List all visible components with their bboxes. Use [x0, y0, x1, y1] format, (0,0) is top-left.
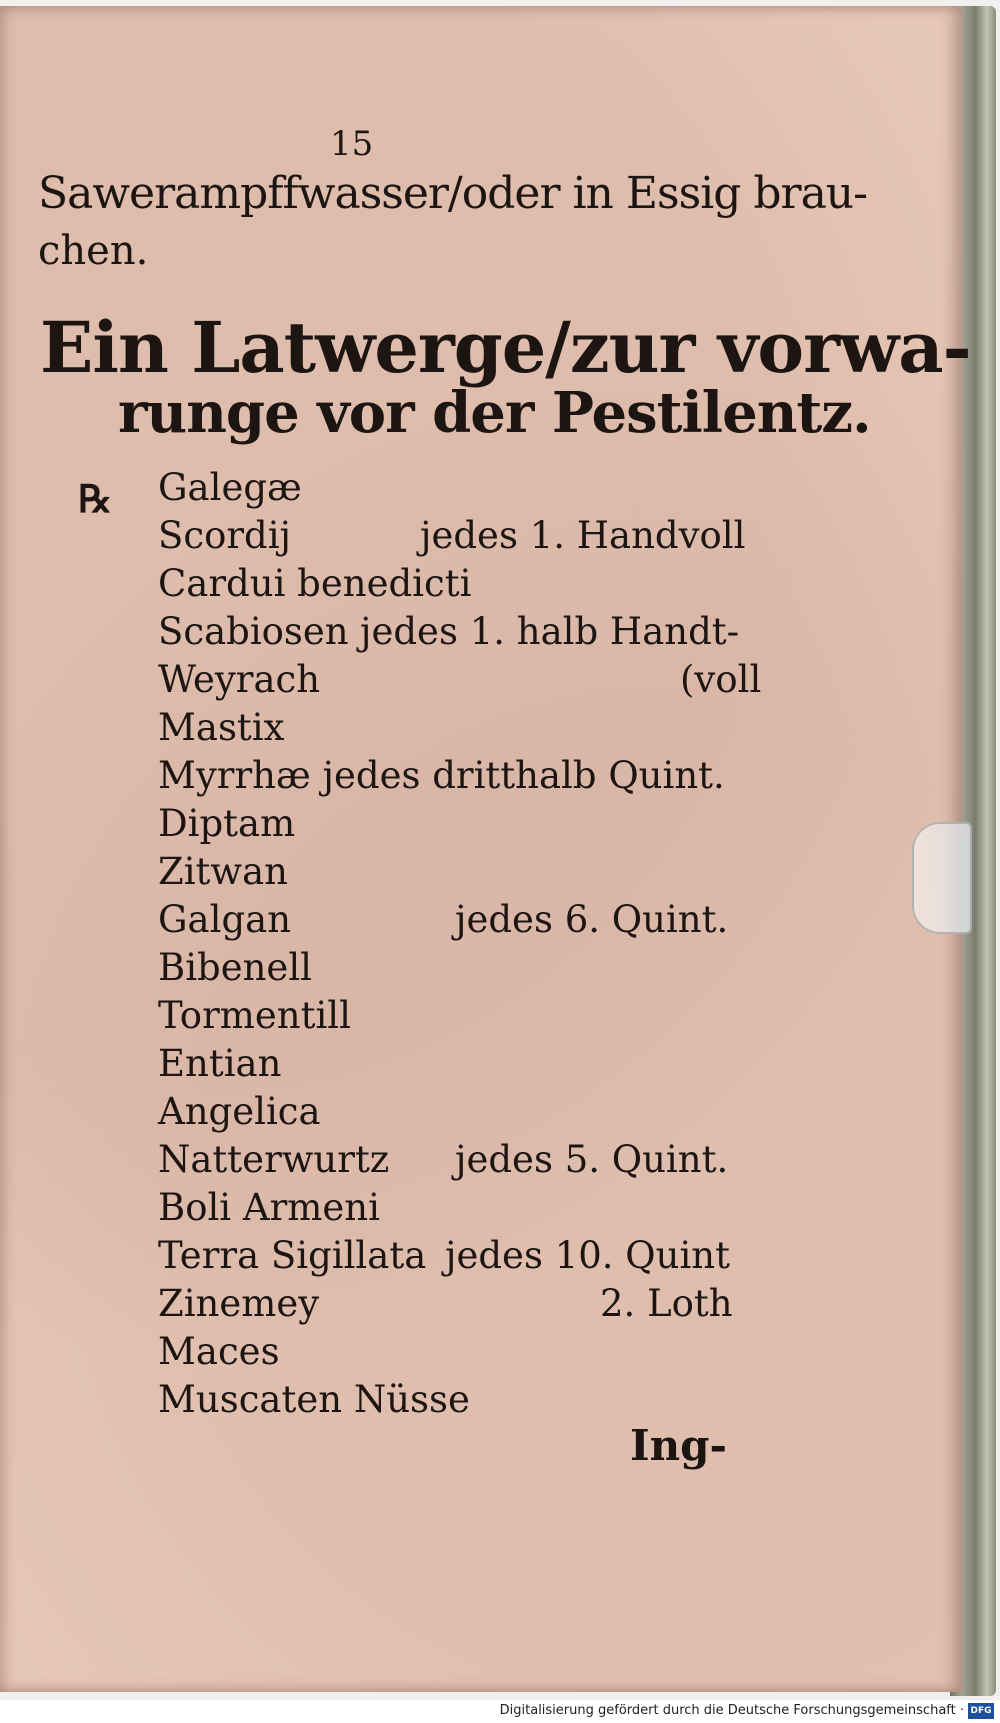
ingredient-item: Myrrhæ jedes dritthalb Quint. — [158, 754, 725, 797]
ingredient-item: Natterwurtz — [158, 1138, 390, 1181]
quantity-note: jedes 6. Quint. — [455, 898, 729, 941]
ingredient-item: Terra Sigillata — [158, 1234, 427, 1277]
ingredient-item: Weyrach — [158, 658, 321, 701]
ingredient-item: Galegæ — [158, 466, 302, 509]
footer-bar — [0, 1700, 1000, 1723]
ingredient-item: Entian — [158, 1042, 282, 1085]
ingredient-item: Bibenell — [158, 946, 312, 989]
funding-notice: Digitalisierung gefördert durch die Deutsche Forschungsgemeinschaft · — [499, 1703, 964, 1718]
ingredient-item: Zitwan — [158, 850, 288, 893]
ingredient-item: Cardui benedicti — [158, 562, 472, 605]
quantity-note: 2. Loth — [600, 1282, 733, 1325]
ingredient-item: Mastix — [158, 706, 285, 749]
ingredient-item: Scordij — [158, 514, 292, 557]
dfg-logo: DFG — [968, 1703, 994, 1719]
ingredient-item: Diptam — [158, 802, 296, 845]
recipe-symbol: ℞ — [78, 476, 113, 521]
catchword: Ing- — [630, 1421, 727, 1470]
ingredient-item: Tormentill — [158, 994, 351, 1037]
page-clip — [912, 822, 972, 934]
quantity-note: jedes 1. halb Handt- — [360, 610, 740, 653]
quantity-note: jedes 1. Handvoll — [420, 514, 746, 557]
quantity-note: jedes 10. Quint — [445, 1234, 730, 1277]
quantity-note: (voll — [680, 658, 762, 701]
ingredient-item: Scabiosen — [158, 610, 349, 653]
text-line: Sawerampffwasser/oder in Essig brau- — [38, 168, 868, 219]
quantity-note: jedes 5. Quint. — [455, 1138, 729, 1181]
book-page — [0, 6, 971, 1692]
ingredient-item: Muscaten Nüsse — [158, 1378, 470, 1421]
ingredient-item: Boli Armeni — [158, 1186, 380, 1229]
recipe-heading: Ein Latwerge/zur vorwa- — [40, 306, 971, 389]
ingredient-item: Zinemey — [158, 1282, 320, 1325]
page-number: 15 — [330, 124, 374, 164]
text-line: chen. — [38, 228, 149, 274]
ingredient-item: Maces — [158, 1330, 280, 1373]
ingredient-item: Galgan — [158, 898, 292, 941]
recipe-heading: runge vor der Pestilentz. — [118, 380, 871, 446]
ingredient-item: Angelica — [158, 1090, 321, 1133]
